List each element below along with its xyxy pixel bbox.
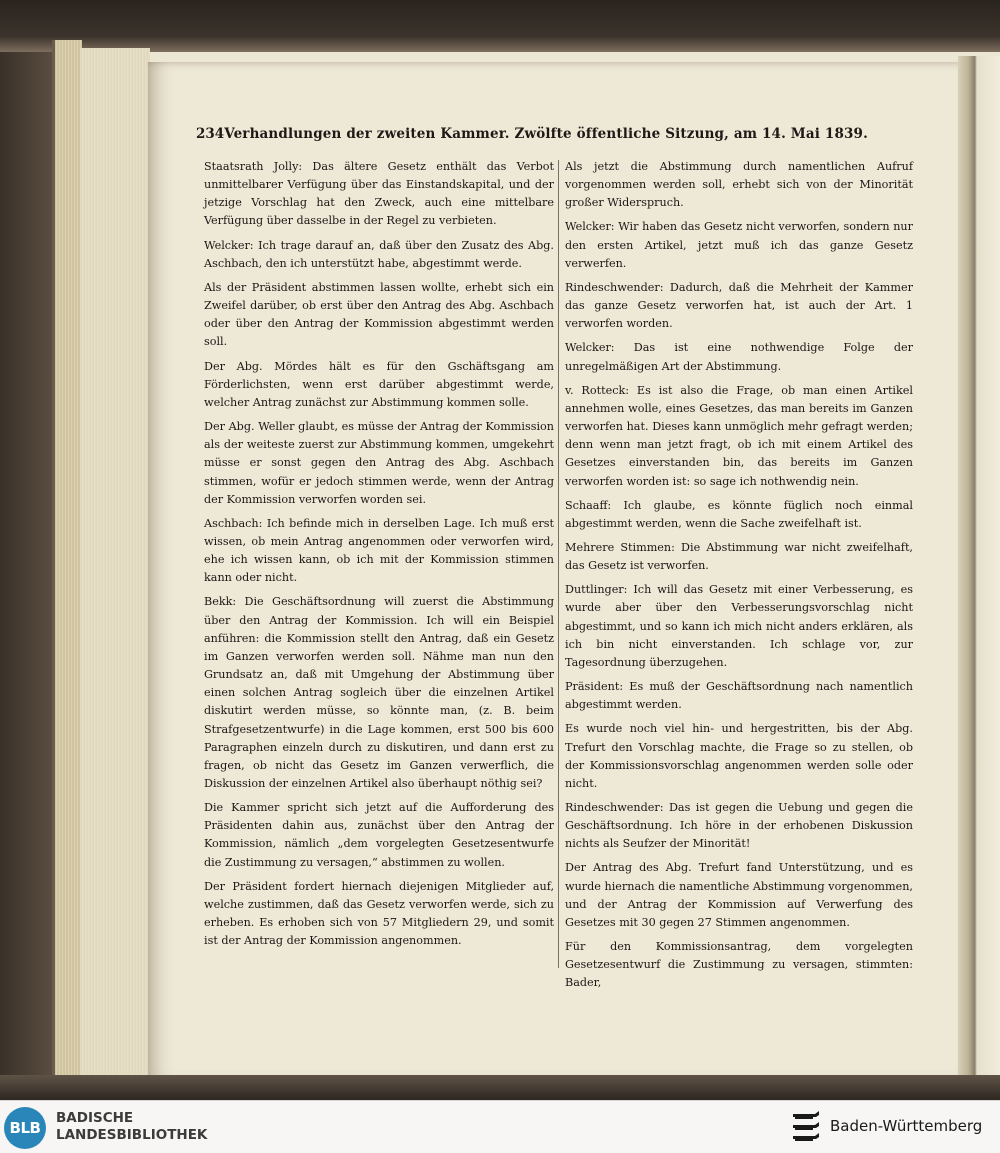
blb-logo-text: BLB [9,1119,41,1137]
left-column [204,158,554,956]
paragraph: Der Abg. Mördes hält es für den Gschäftsgang am Förderlichsten, wenn erst darüber abgestimmt werde, welcher Antrag zunächst zur Abstimmung kommen solle. [204,359,554,409]
book-cover-top [0,0,1000,52]
lions-emblem-icon[interactable] [790,1108,822,1146]
blb-logo-icon[interactable] [4,1107,46,1149]
library-name[interactable] [56,1110,256,1144]
paragraph: Staatsrath Jolly: Das ältere Gesetz enthält das Verbot unmittelbarer Verfügung über das Einstandskapital, und der jetzige Vorschlag hat den Zweck, auch eine mittelbare Verfügung über dasselbe in der Regel zu verbieten. [204,160,554,228]
paragraph: Als der Präsident abstimmen lassen wollte, erhebt sich ein Zweifel darüber, ob erst über den Antrag des Abg. Aschbach oder über den Antrag der Kommission abgestimmt werden soll. [204,280,554,349]
right-column [565,158,913,999]
paragraph: Rindeschwender: Das ist gegen die Uebung und gegen die Geschäftsordnung. Ich höre in der erhobenen Diskussion nichts als Seufzer der Minorität! [565,801,913,851]
facing-page-edge [958,56,1000,1076]
page-stack [80,48,150,1078]
paragraph: Welcker: Ich trage darauf an, daß über den Zusatz des Abg. Aschbach, den ich unterstützt habe, abgestimmt werde. [204,238,554,270]
paragraph: Bekk: Die Geschäftsordnung will zuerst die Abstimmung über den Antrag der Kommission. Ich will ein Beispiel anführen: die Kommission stellt den Antrag, daß ein Gesetz im Ganzen verworfen werden soll. Nähme man nun den Grundsatz an, daß mit Umgehung der Abstimmung über einen solchen Antrag sogleich über die einzelnen Artikel diskutirt werden müsse, so könnte man, (z. B. beim Strafgesetzentwurfe) in die Lage kommen, erst 500 bis 600 Paragraphen einzeln durch zu diskutiren, und dann erst zu fragen, ob nicht das Gesetz im Ganzen verwerflich, die Diskussion der einzelnen Artikel also überhaupt nöthig sei? [204,595,554,790]
running-header [196,126,868,148]
paragraph: Aschbach: Ich befinde mich in derselben Lage. Ich muß erst wissen, ob mein Antrag angenommen oder verworfen wird, ehe ich wissen kann, ob ich mit der Kommission stimmen kann oder nicht. [204,516,554,585]
paragraph: Welcker: Wir haben das Gesetz nicht verworfen, sondern nur den ersten Artikel, jetzt muß ich das ganze Gesetz verwerfen. [565,220,913,270]
paragraph: Schaaff: Ich glaube, es könnte füglich noch einmal abgestimmt werden, wenn die Sache zweifelhaft ist. [565,498,913,530]
paragraph: Mehrere Stimmen: Die Abstimmung war nicht zweifelhaft, das Gesetz ist verworfen. [565,540,913,573]
paragraph: Es wurde noch viel hin- und hergestritten, bis der Abg. Trefurt den Vorschlag machte, die Frage so zu stellen, ob der Kommissionsvorschlag angenommen werden solle oder nicht. [565,722,913,790]
state-name[interactable]: Baden-Württemberg [830,1117,983,1135]
paragraph: Für den Kommissionsantrag, dem vorgelegten Gesetzesentwurf die Zustimmung zu versagen, stimmten: Bader, [565,940,913,990]
paragraph: Der Antrag des Abg. Trefurt fand Unterstützung, und es wurde hiernach die namentliche Abstimmung vorgenommen, und der Antrag der Kommission auf Verwerfung des Gesetzes mit 30 gegen 27 Stimmen angenommen. [565,861,913,929]
paragraph: Welcker: Das ist eine nothwendige Folge der unregelmäßigen Art der Abstimmung. [565,341,913,373]
paragraph: Als jetzt die Abstimmung durch namentlichen Aufruf vorgenommen werden soll, erhebt sich von der Minorität großer Widerspruch. [565,160,913,210]
paragraph: Der Abg. Weller glaubt, es müsse der Antrag der Kommission als der weiteste zuerst zur Abstimmung kommen, umgekehrt müsse er sonst gegen den Antrag des Abg. Aschbach stimmen, wofür er jedoch stimmen werde, wenn der Antrag der Kommission verworfen worden sei. [204,420,554,506]
paragraph: Der Präsident fordert hiernach diejenigen Mitglieder auf, welche zustimmen, daß das Gesetz verworfen werde, sich zu erheben. Es erhoben sich von 57 Mitgliedern 29, und somit ist der Antrag der Kommission angenommen. [204,879,554,948]
paragraph: Duttlinger: Ich will das Gesetz mit einer Verbesserung, es wurde aber über den Verbesserungsvorschlag nicht abgestimmt, und so kann ich mich nicht anders erklären, als ich bin nicht einverstanden. Ich schlage vor, zur Tagesordnung überzugehen. [565,583,913,669]
paragraph: Rindeschwender: Dadurch, daß die Mehrheit der Kammer das ganze Gesetz verworfen hat, ist auch der Art. 1 verworfen worden. [565,280,913,331]
book-cover-bottom [0,1075,1000,1100]
library-name-line1: BADISCHE [56,1110,134,1126]
page-number: 234 [196,126,225,142]
paragraph: Die Kammer spricht sich jetzt auf die Aufforderung des Präsidenten dahin aus, zunächst über den Antrag der Kommission, nämlich „dem vorgelegten Gesetzesentwurfe die Zustimmung zu versagen,“ abstimmen zu wollen. [204,801,554,869]
library-name-line2: LANDESBIBLIOTHEK [56,1127,208,1143]
book-spine-edge [52,40,82,1080]
paragraph: v. Rotteck: Es ist also die Frage, ob man einen Artikel annehmen wolle, eines Gesetzes, das man bereits im Ganzen verworfen hat. Dieses kann unmöglich mehr gefragt werden; denn wenn man jetzt fragt, ob ich mit einem Artikel des Gesetzes einverstanden bin, das bereits im Ganzen verworfen worden ist: so sage ich nothwendig nein. [565,383,913,488]
paragraph: Präsident: Es muß der Geschäftsordnung nach namentlich abgestimmt werden. [565,680,913,712]
header-title: Verhandlungen der zweiten Kammer. Zwölfte öffentliche Sitzung, am 14. Mai 1839. [224,126,868,142]
column-divider [558,160,559,968]
